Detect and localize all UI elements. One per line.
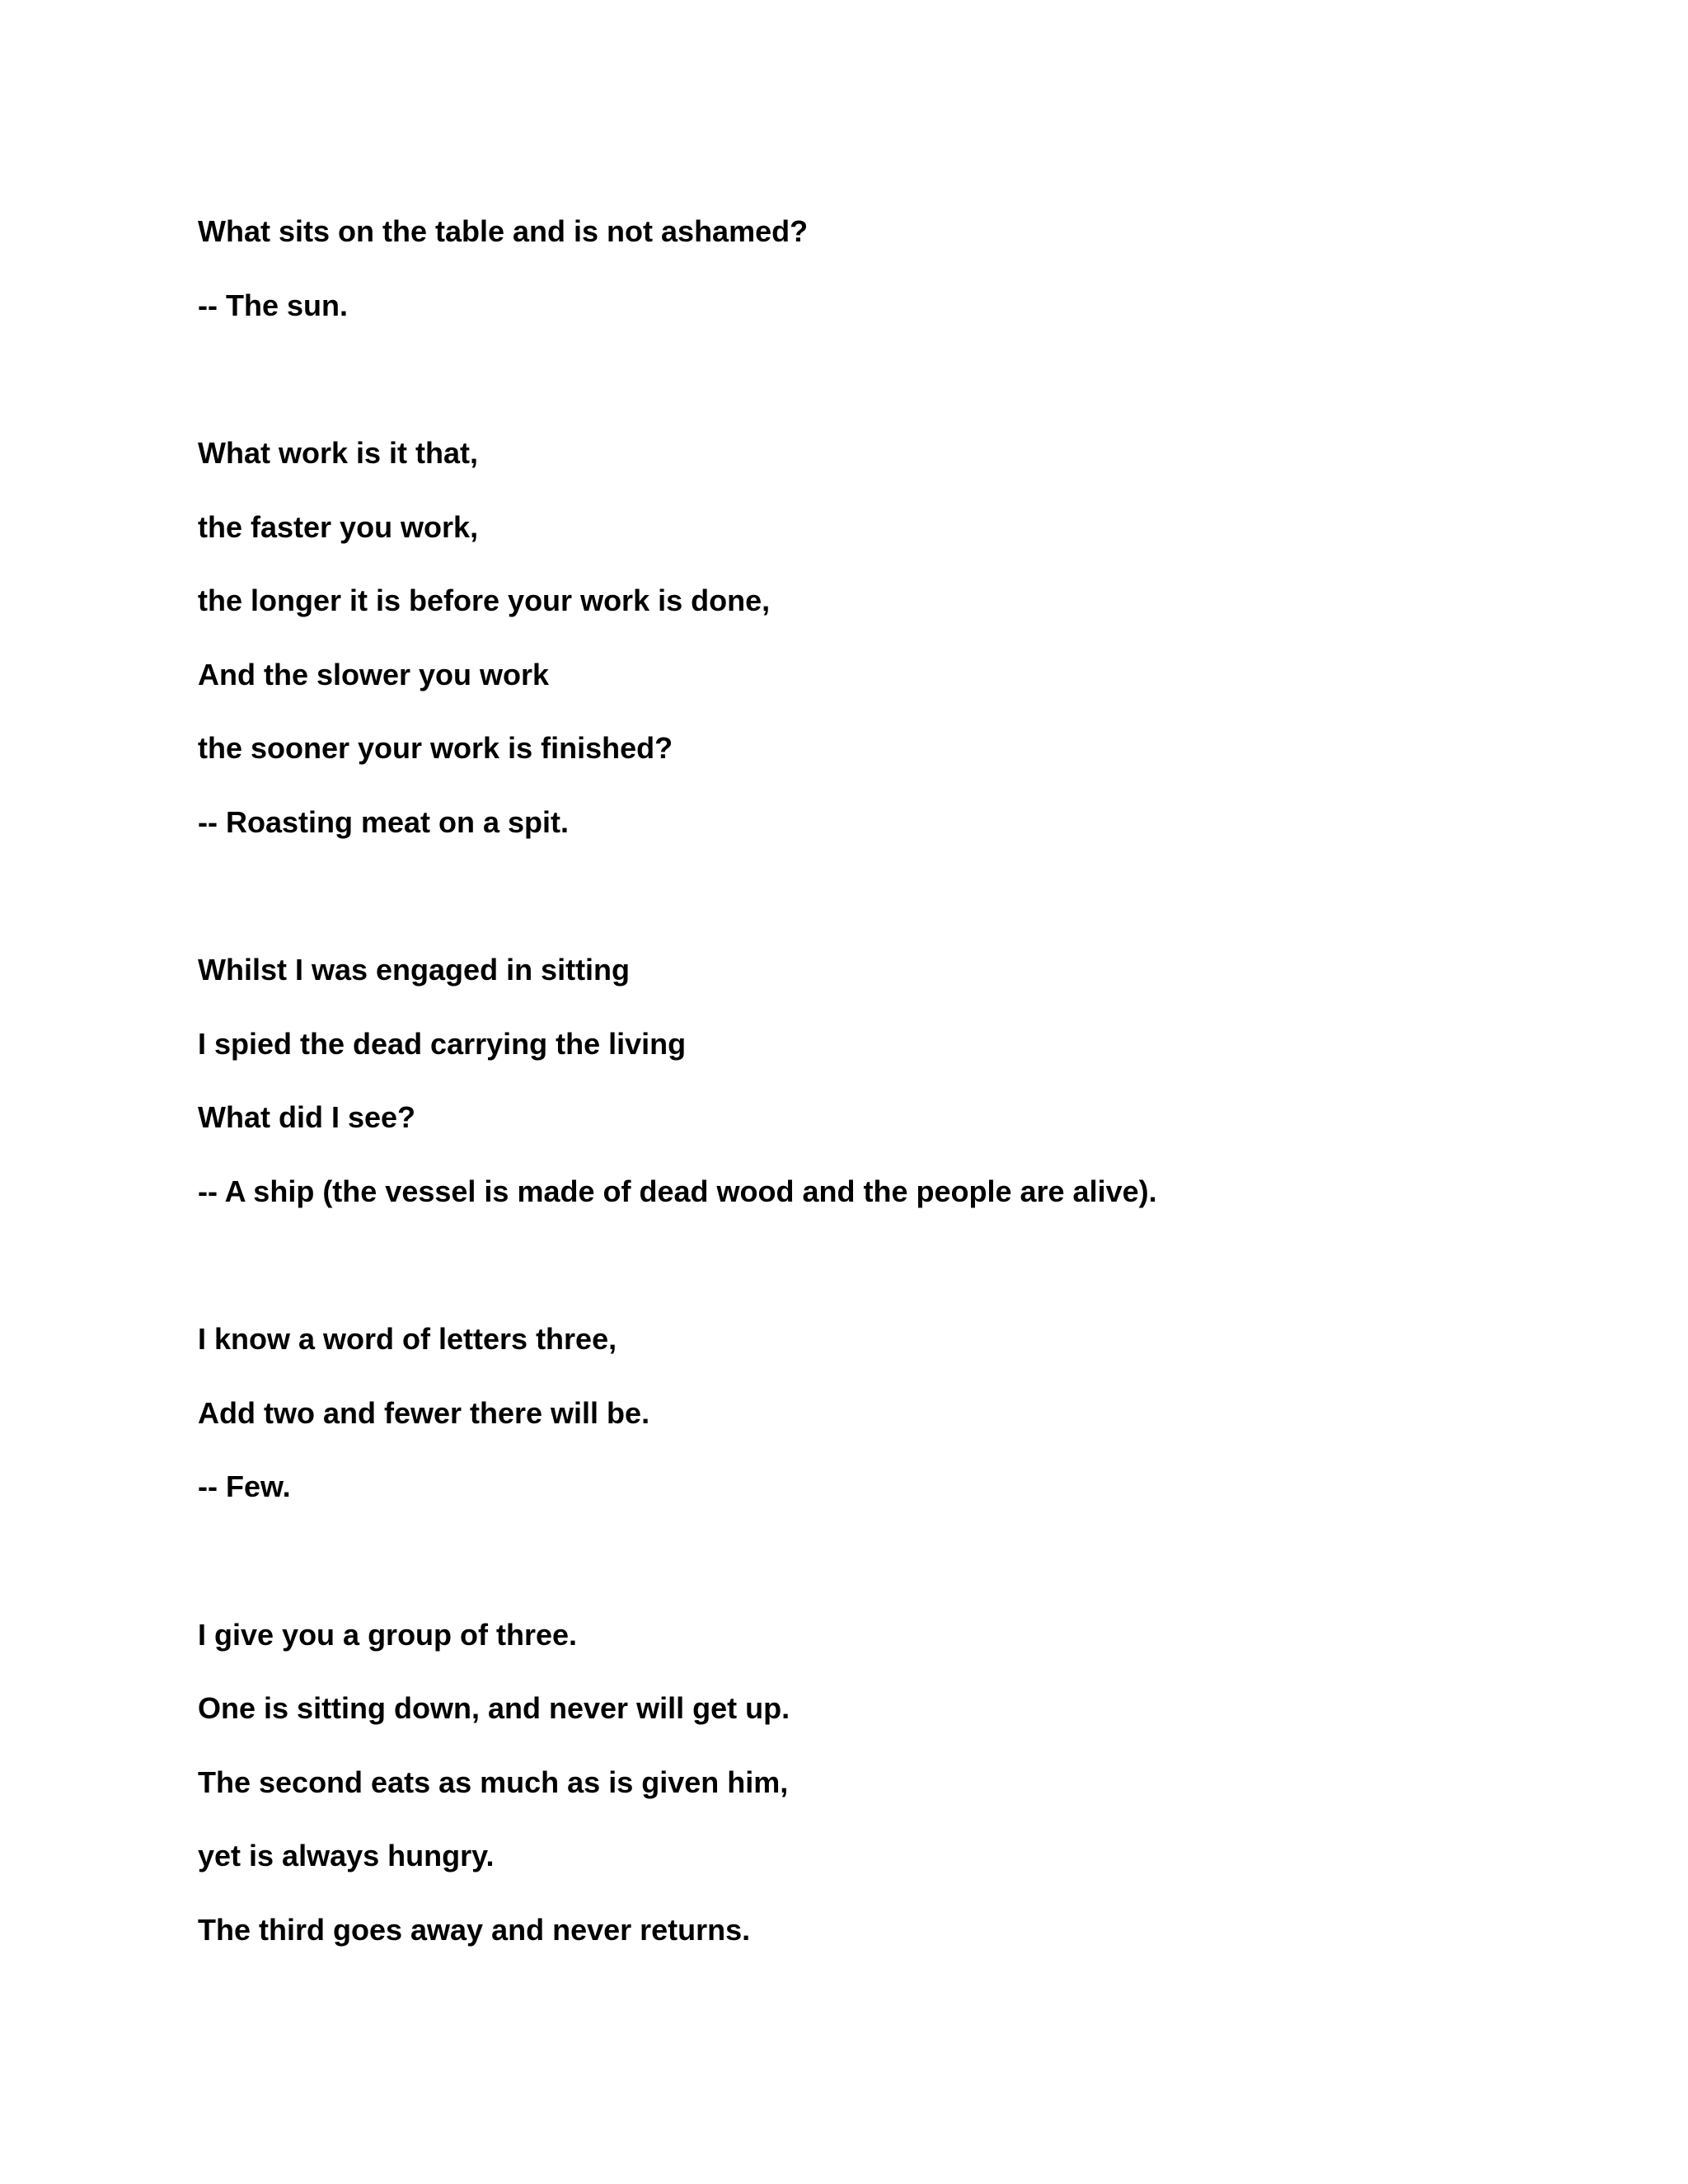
riddle-line: I spied the dead carrying the living	[198, 1026, 687, 1061]
riddle-line: the longer it is before your work is done,	[198, 583, 771, 617]
riddle-line: Whilst I was engaged in sitting	[198, 953, 631, 987]
riddle-line: What did I see?	[198, 1100, 416, 1134]
riddle-line: The third goes away and never returns.	[198, 1912, 751, 1947]
riddle-line: yet is always hungry.	[198, 1839, 495, 1872]
riddle-line: The second eats as much as is given him,	[198, 1765, 789, 1799]
riddle-line: the faster you work,	[198, 509, 479, 544]
riddle-answer: -- Few.	[198, 1469, 291, 1503]
riddle-line: What sits on the table and is not ashamed?	[198, 214, 809, 248]
riddle-2	[198, 416, 1599, 859]
riddle-answer: -- The sun.	[198, 288, 348, 322]
riddle-answer: -- A ship (the vessel is made of dead wood and the people are alive).	[198, 1174, 1157, 1208]
riddle-line: Add two and fewer there will be.	[198, 1395, 650, 1430]
riddle-line: One is sitting down, and never will get up.	[198, 1691, 790, 1725]
riddle-list	[198, 194, 1599, 2041]
riddle-line: And the slower you work	[198, 657, 550, 691]
riddle-line: What work is it that,	[198, 436, 479, 470]
riddle-4	[198, 1302, 1599, 1524]
riddle-line: I know a word of letters three,	[198, 1322, 617, 1356]
riddle-1	[198, 194, 1599, 342]
riddle-answer: -- Roasting meat on a spit.	[198, 804, 570, 839]
riddle-line: I give you a group of three.	[198, 1617, 578, 1652]
riddle-5	[198, 1598, 1599, 1967]
riddle-line: the sooner your work is finished?	[198, 731, 673, 765]
riddle-3	[198, 933, 1599, 1228]
